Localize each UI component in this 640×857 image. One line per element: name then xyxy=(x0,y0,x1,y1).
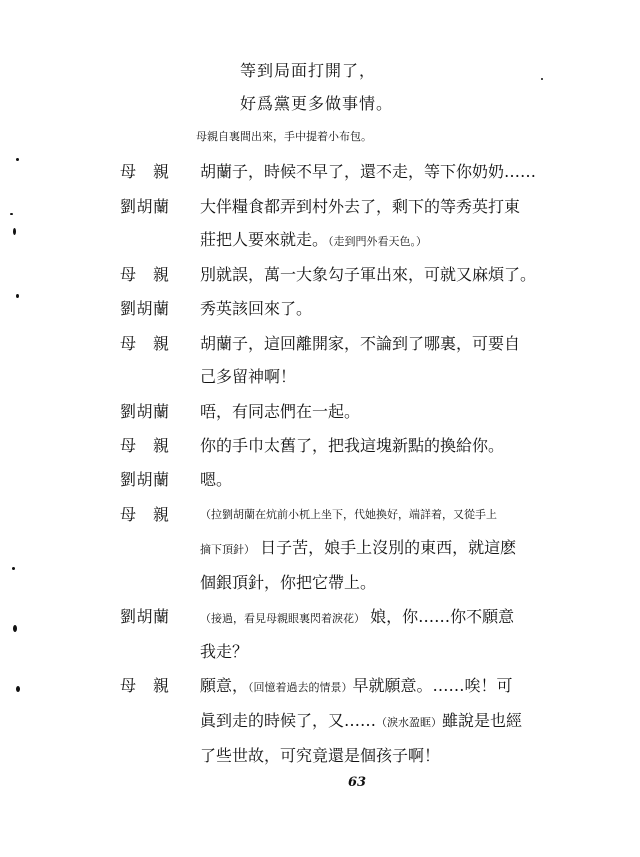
speaker: 母 親 xyxy=(120,265,170,284)
stage-direction-inline: （接過，看見母親眼裏閃着淚花） xyxy=(200,612,365,625)
dialogue-line xyxy=(200,600,600,635)
dialogue-line-text: 早就願意。……唉！可 xyxy=(352,676,513,695)
dialogue-text xyxy=(200,155,600,188)
dialogue-line-text: 娘，你……你不願意 xyxy=(370,607,515,626)
stage-direction-inline: （拉劉胡蘭在炕前小杌上坐下，代她換好，端詳着，又從手上 xyxy=(200,508,497,521)
verse-line-2: 好爲黨更多做事情。 xyxy=(240,94,394,113)
speaker: 劉胡蘭 xyxy=(120,402,170,421)
dialogue-text xyxy=(200,190,600,258)
stage-direction: 母親自裏間出來，手中提着小布包。 xyxy=(196,130,372,143)
dialogue-line: 秀英該回來了。 xyxy=(200,299,313,318)
verse-line-1: 等到局面打開了， xyxy=(240,61,377,80)
dialogue-line: 大伴糧食都弄到村外去了，剩下的等秀英打東 xyxy=(200,197,521,216)
dialogue-line xyxy=(200,531,600,566)
speaker: 劉胡蘭 xyxy=(120,607,170,626)
dialogue-line: 別就誤，萬一大象勾子軍出來，可就又麻煩了。 xyxy=(200,265,537,284)
stage-direction-inline: （淚水盈眶） xyxy=(376,716,443,729)
scan-speck xyxy=(541,78,543,80)
scan-speck xyxy=(16,294,19,298)
speaker: 母 親 xyxy=(120,436,170,455)
stage-direction-inline: 摘下頂針） xyxy=(200,543,255,556)
scan-speck xyxy=(16,158,19,161)
scan-speck xyxy=(12,567,15,570)
dialogue-line-text: 眞到走的時候了，又…… xyxy=(200,711,377,730)
speaker: 母 親 xyxy=(120,676,170,695)
scan-speck xyxy=(13,625,17,632)
scan-speck xyxy=(16,686,20,692)
speaker: 母 親 xyxy=(120,334,170,353)
dialogue-line: 胡蘭子，這回離開家，不論到了哪裏，可要自 xyxy=(200,334,521,353)
page-number: 63 xyxy=(348,775,367,790)
dialogue-line-text: 願意， xyxy=(200,676,249,695)
dialogue-line: 我走？ xyxy=(200,642,249,661)
dialogue-text xyxy=(200,498,600,599)
dialogue-line xyxy=(200,223,600,258)
dialogue-line-text: 莊把人要來就走。 xyxy=(200,230,329,249)
dialogue-text xyxy=(200,600,600,668)
dialogue-line: 你的手巾太舊了，把我這塊新點的換給你。 xyxy=(200,436,505,455)
dialogue-text xyxy=(200,429,600,462)
stage-direction-inline: （回憶着過去的情景） xyxy=(248,681,353,694)
scan-speck xyxy=(10,213,13,215)
speaker: 母 親 xyxy=(120,505,170,524)
dialogue-line-text: 雖說是也經 xyxy=(442,711,523,730)
dialogue-text xyxy=(200,669,600,772)
dialogue-line-text: 日子苦，娘手上沒別的東西，就這麽 xyxy=(260,538,517,557)
speaker: 劉胡蘭 xyxy=(120,197,170,216)
dialogue-line xyxy=(200,704,600,739)
dialogue-line: 胡蘭子，時候不早了，還不走，等下你奶奶…… xyxy=(200,162,537,181)
dialogue-line: 個銀頂針，你把它帶上。 xyxy=(200,573,377,592)
dialogue-line: 己多留神啊！ xyxy=(200,367,297,386)
speaker: 劉胡蘭 xyxy=(120,470,170,489)
dialogue-text xyxy=(200,463,600,496)
dialogue-text xyxy=(200,292,600,325)
scan-speck xyxy=(13,228,16,235)
speaker: 劉胡蘭 xyxy=(120,299,170,318)
dialogue-line xyxy=(200,669,600,704)
dialogue-line: 了些世故，可究竟還是個孩子啊！ xyxy=(200,746,441,765)
dialogue-line: 唔，有同志們在一起。 xyxy=(200,402,361,421)
dialogue-text xyxy=(200,327,600,393)
dialogue-text xyxy=(200,258,600,291)
stage-aside: （走到門外看天色。） xyxy=(328,235,428,248)
dialogue-text xyxy=(200,395,600,428)
dialogue-line: 嗯。 xyxy=(200,470,233,489)
speaker: 母 親 xyxy=(120,162,170,181)
